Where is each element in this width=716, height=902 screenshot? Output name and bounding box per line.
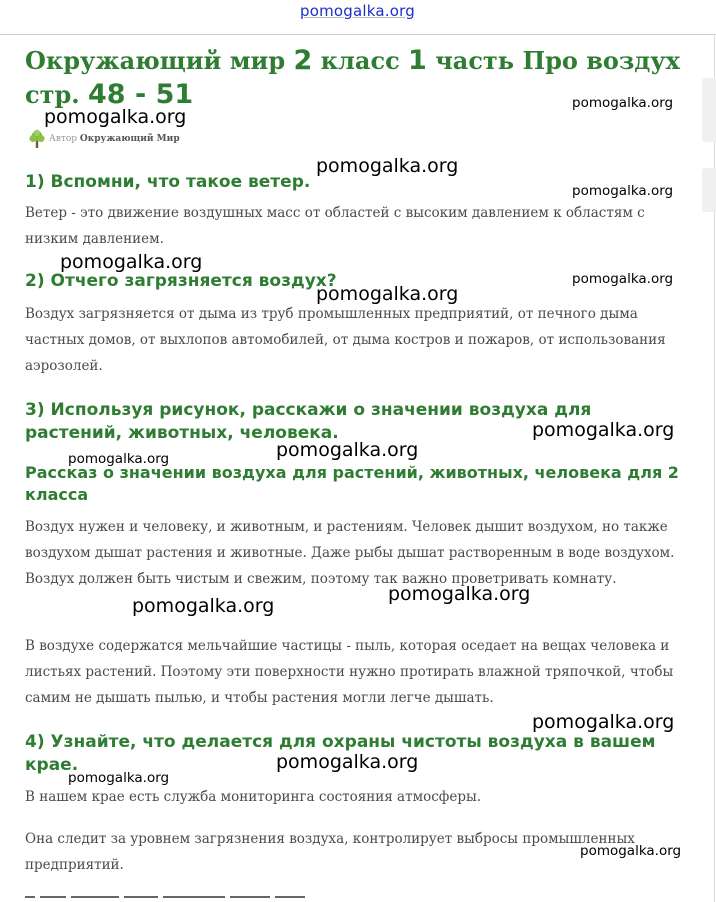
question-heading-3: 3) Используя рисунок, расскажи о значении воздуха для растений, животных, человека. (25, 400, 592, 443)
watermark: pomogalka.org (276, 439, 419, 461)
watermark: pomogalka.org (132, 595, 275, 617)
sidebar-tab[interactable] (702, 168, 716, 212)
content-right-border (714, 34, 715, 902)
answer-paragraph-3b: В воздухе содержатся мельчайшие частицы - пыль, которая оседает на вещах человека и листьях растений. Поэтому эти поверхности нужно протирать влажной тряпочкой, чтобы самим не дышать пылью, и чтобы растения могли легче дышать. (25, 638, 674, 706)
answer-paragraph-4a: В нашем крае есть служба мониторинга состояния атмосферы. (25, 789, 482, 805)
watermark: pomogalka.org (60, 251, 203, 273)
watermark: pomogalka.org (276, 751, 419, 773)
author-prefix: Автор (49, 134, 78, 144)
answer-paragraph-2: Воздух загрязняется от дыма из труб промышленных предприятий, от печного дыма частных домов, от выхлопов автомобилей, от дыма костров и пожаров, от использования аэрозолей. (25, 306, 666, 374)
watermark: pomogalka.org (316, 155, 459, 177)
answer-paragraph-4b: Она следит за уровнем загрязнения воздуха, контролирует выбросы промышленных предприятий. (25, 831, 635, 873)
question-heading-4: 4) Узнайте, что делается для охраны чистоты воздуха в вашем крае. (25, 732, 656, 775)
question-heading-1: 1) Вспомни, что такое ветер. (25, 172, 311, 192)
watermark: pomogalka.org (532, 419, 675, 441)
watermark: pomogalka.org (532, 711, 675, 733)
watermark: pomogalka.org (572, 95, 674, 111)
watermark: pomogalka.org (580, 843, 682, 859)
question-heading-2: 2) Отчего загрязняется воздух? (25, 271, 337, 291)
tree-icon (27, 129, 47, 149)
answer-paragraph-1: Ветер - это движение воздушных масс от областей с высоким давлением к областям с низким давлением. (25, 205, 645, 247)
watermark: pomogalka.org (316, 283, 459, 305)
page-title: Окружающий мир 2 класс 1 часть Про воздух стр. 48 - 51 (25, 45, 680, 110)
watermark: pomogalka.org (572, 183, 674, 199)
watermark: pomogalka.org (68, 770, 170, 786)
watermark: pomogalka.org (388, 583, 531, 605)
watermark: pomogalka.org (572, 271, 674, 287)
answer-paragraph-3a: Воздух нужен и человеку, и животным, и растениям. Человек дышит воздухом, но также воздухом дышат растения и животные. Даже рыбы дышат растворенным в воде воздухом. Воздух должен быть чистым и свежим, поэтому так важно проветривать комнату. (25, 519, 675, 587)
author-name[interactable]: Окружающий Мир (79, 134, 180, 144)
sidebar-tab[interactable] (702, 78, 716, 142)
next-line-partial (25, 896, 365, 902)
watermark: pomogalka.org (44, 106, 187, 128)
site-logo-link[interactable]: pomogalka.org (300, 2, 415, 20)
story-subheading: Рассказ о значении воздуха для растений, животных, человека для 2 класса (25, 463, 679, 504)
watermark: pomogalka.org (68, 451, 170, 467)
site-header (0, 0, 716, 32)
header-divider (0, 34, 716, 35)
